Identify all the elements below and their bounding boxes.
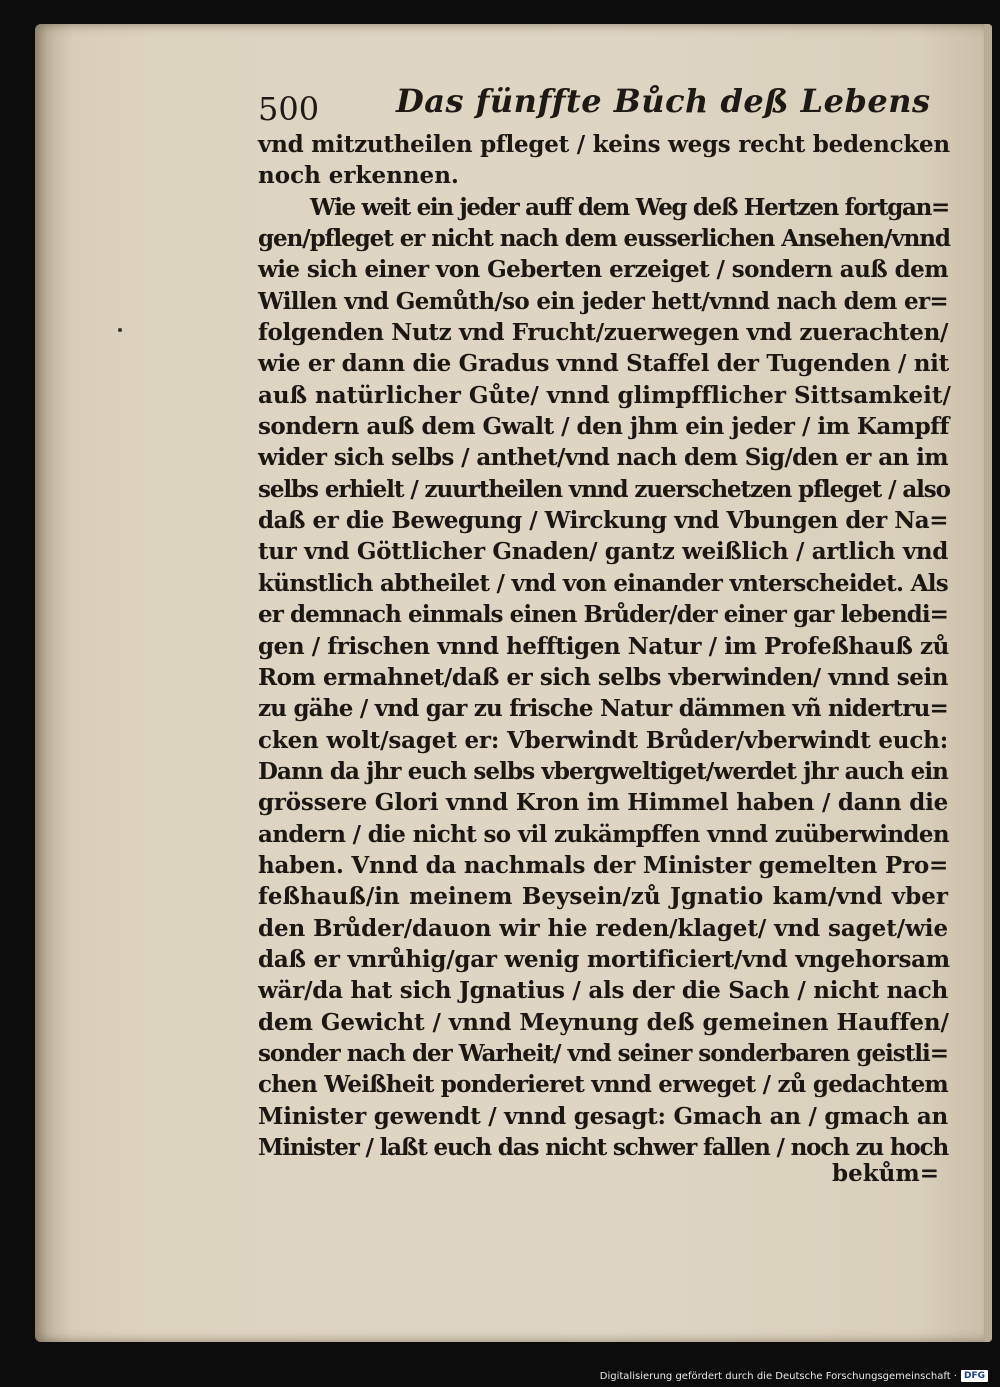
text-line: wie sich einer von Geberten erzeiget / sondern auß dem — [258, 256, 948, 284]
text-line: daß er die Bewegung / Wirckung vnd Vbungen der Na= — [258, 507, 948, 535]
text-line: selbs erhielt / zuurtheilen vnnd zuerschetzen pfleget / also — [258, 475, 950, 503]
text-line: Willen vnd Gemůth/so ein jeder hett/vnnd nach dem er= — [258, 287, 948, 315]
text-line: Minister gewendt / vnnd gesagt: Gmach an / gmach an — [258, 1102, 948, 1130]
text-line: gen/pfleget er nicht nach dem eusserlichen Ansehen/vnnd — [258, 225, 950, 253]
dfg-logo-icon: DFG — [961, 1370, 988, 1382]
text-line: haben. Vnnd da nachmals der Minister gemelten Pro= — [258, 851, 948, 879]
text-line: feßhauß/in meinem Beysein/zů Jgnatio kam/vnd vber — [258, 883, 948, 911]
text-line: gen / frischen vnnd hefftigen Natur / im Profeßhauß zů — [258, 632, 949, 660]
running-title: Das fünffte Bůch deß Lebens — [396, 82, 931, 120]
text-line: wider sich selbs / anthet/vnd nach dem Sig/den er an im — [258, 444, 948, 472]
text-line: folgenden Nutz vnd Frucht/zuerwegen vnd zuerachten/ — [258, 319, 948, 347]
text-line: sonder nach der Warheit/ vnd seiner sonderbaren geistli= — [258, 1039, 948, 1067]
text-line: Wie weit ein jeder auff dem Weg deß Hertzen fortgan= — [310, 193, 949, 221]
text-line: vnd mitzutheilen pfleget / keins wegs recht bedencken — [258, 131, 950, 158]
text-line: daß er vnrůhig/gar wenig mortificiert/vnd vngehorsam — [258, 945, 950, 973]
text-line: andern / die nicht so vil zukämpffen vnnd zuüberwinden — [258, 820, 949, 848]
text-line: dem Gewicht / vnnd Meynung deß gemeinen Hauffen/ — [258, 1008, 949, 1036]
page-number: 500 — [258, 90, 320, 128]
text-line: noch erkennen. — [258, 162, 459, 190]
text-line: Dann da jhr euch selbs vbergweltiget/werdet jhr auch ein — [258, 757, 948, 785]
ink-spot — [118, 328, 122, 332]
text-line: sondern auß dem Gwalt / den jhm ein jeder / im Kampff — [258, 413, 949, 441]
text-line: wär/da hat sich Jgnatius / als der die Sach / nicht nach — [258, 977, 948, 1005]
text-line: chen Weißheit ponderieret vnnd erweget / zů gedachtem — [258, 1071, 948, 1099]
credit-text: Digitalisierung gefördert durch die Deutsche Forschungsgemeinschaft · — [599, 1370, 957, 1382]
text-line: Rom ermahnet/daß er sich selbs vberwinden/ vnnd sein — [258, 663, 948, 691]
text-line: tur vnd Göttlicher Gnaden/ gantz weißlich / artlich vnd — [258, 538, 948, 566]
text-line: auß natürlicher Gůte/ vnnd glimpfflicher Sittsamkeit/ — [258, 381, 951, 409]
text-line: er demnach einmals einen Brůder/der einer gar lebendi= — [258, 601, 948, 629]
text-line: cken wolt/saget er: Vberwindt Brůder/vberwindt euch: — [258, 726, 948, 754]
text-line: grössere Glori vnnd Kron im Himmel haben / dann die — [258, 789, 948, 817]
catchword: bekům= — [832, 1160, 939, 1187]
text-line: künstlich abtheilet / vnd von einander vnterscheidet. Als — [258, 569, 948, 597]
page-header — [258, 82, 931, 128]
digitization-credit — [600, 1369, 988, 1383]
text-line: den Brůder/dauon wir hie reden/klaget/ vnd saget/wie — [258, 914, 948, 942]
text-line: Minister / laßt euch das nicht schwer fallen / noch zu hoch — [258, 1134, 949, 1161]
text-line: zu gähe / vnd gar zu frische Natur dämmen vñ nidertru= — [258, 695, 948, 723]
text-line: wie er dann die Gradus vnnd Staffel der Tugenden / nit — [258, 350, 949, 378]
page-edge — [984, 24, 992, 1342]
body-text — [258, 129, 951, 1163]
